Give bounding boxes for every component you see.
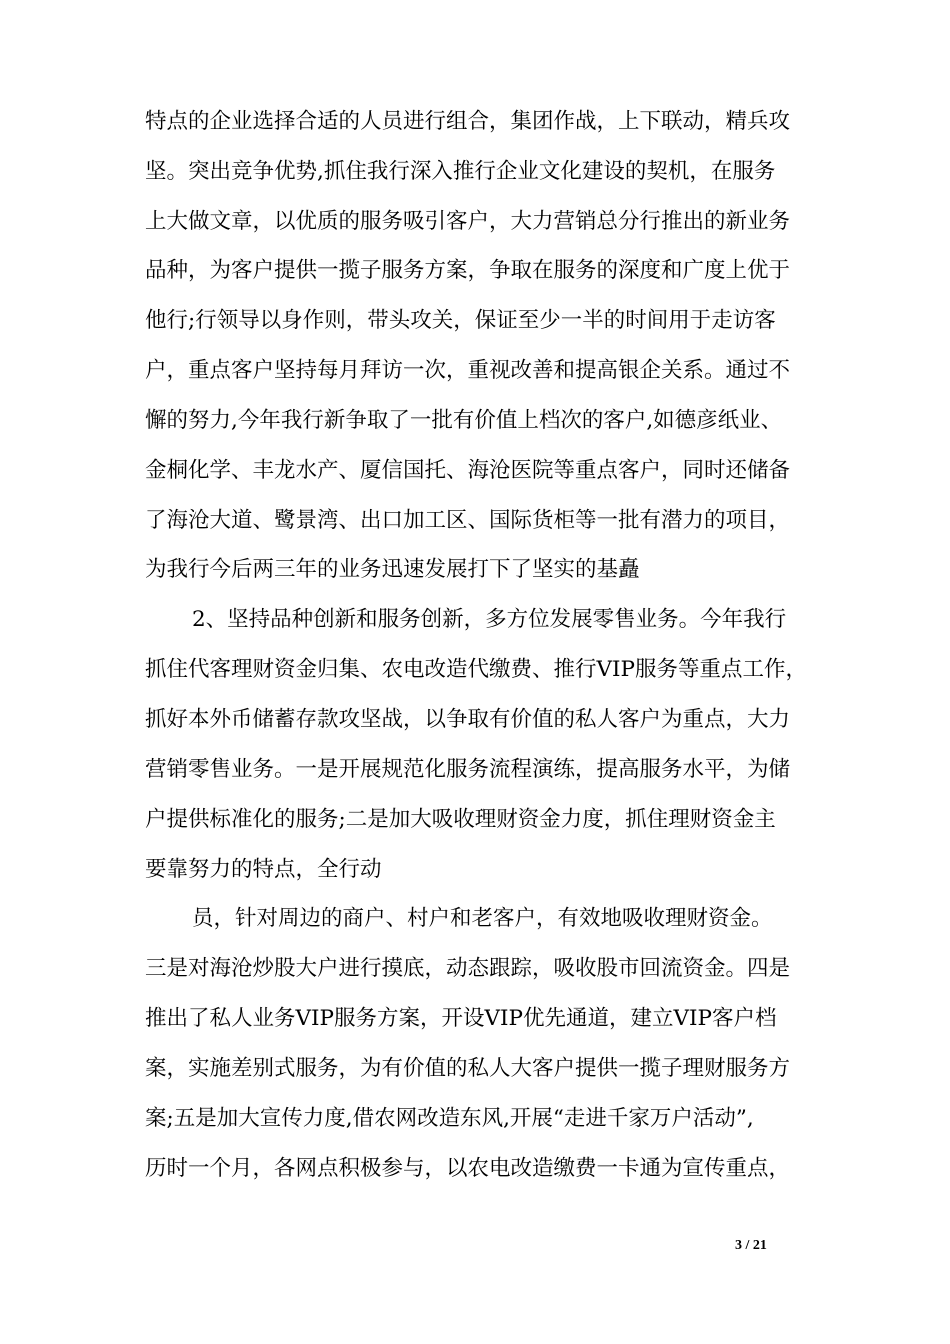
- text-line-19: 推出了私人业务VIP服务方案，开设VIP优先通道，建立VIP客户档: [145, 1006, 777, 1031]
- page-number: 3 / 21: [735, 1238, 767, 1253]
- text-line-12: 抓住代客理财资金归集、农电改造代缴费、推行VIP服务等重点工作，: [145, 657, 807, 682]
- text-line-8: 金桐化学、丰龙水产、厦信国托、海沧医院等重点客户，同时还储备: [145, 458, 791, 483]
- text-line-20: 案，实施差别式服务，为有价值的私人大客户提供一揽子理财服务方: [145, 1056, 791, 1081]
- text-line-14: 营销零售业务。一是开展规范化服务流程演练，提高服务水平，为储: [145, 757, 791, 782]
- text-line-2: 坚。突出竞争优势,抓住我行深入推行企业文化建设的契机，在服务: [145, 159, 776, 184]
- text-line-4: 品种，为客户提供一揽子服务方案，争取在服务的深度和广度上优于: [145, 258, 791, 283]
- text-line-5: 他行;行领导以身作则，带头攻关，保证至少一半的时间用于走访客: [145, 308, 776, 333]
- text-line-17: 员，针对周边的商户、村户和老客户，有效地吸收理财资金。: [192, 906, 773, 931]
- text-line-3: 上大做文章，以优质的服务吸引客户，大力营销总分行推出的新业务: [145, 209, 791, 234]
- text-line-6: 户，重点客户坚持每月拜访一次，重视改善和提高银企关系。通过不: [145, 358, 791, 383]
- text-line-22: 历时一个月，各网点积极参与，以农电改造缴费一卡通为宣传重点，: [145, 1156, 791, 1181]
- text-line-16: 要靠努力的特点，全行动: [145, 857, 382, 882]
- text-line-10: 为我行今后两三年的业务迅速发展打下了坚实的基矗: [145, 557, 640, 582]
- text-line-11: 2、坚持品种创新和服务创新，多方位发展零售业务。今年我行: [192, 607, 787, 632]
- text-line-15: 户提供标准化的服务;二是加大吸收理财资金力度，抓住理财资金主: [145, 807, 776, 832]
- text-line-7: 懈的努力,今年我行新争取了一批有价值上档次的客户,如德彦纸业、: [145, 408, 783, 433]
- text-line-1: 特点的企业选择合适的人员进行组合，集团作战，上下联动，精兵攻: [145, 109, 791, 134]
- text-line-18: 三是对海沧炒股大户进行摸底，动态跟踪，吸收股市回流资金。四是: [145, 956, 791, 981]
- text-line-13: 抓好本外币储蓄存款攻坚战，以争取有价值的私人客户为重点，大力: [145, 707, 791, 732]
- text-line-21: 案;五是加大宣传力度,借农网改造东风,开展“走进千家万户活动”,: [145, 1106, 754, 1131]
- text-line-9: 了海沧大道、鹭景湾、出口加工区、国际货柜等一批有潜力的项目，: [145, 508, 791, 533]
